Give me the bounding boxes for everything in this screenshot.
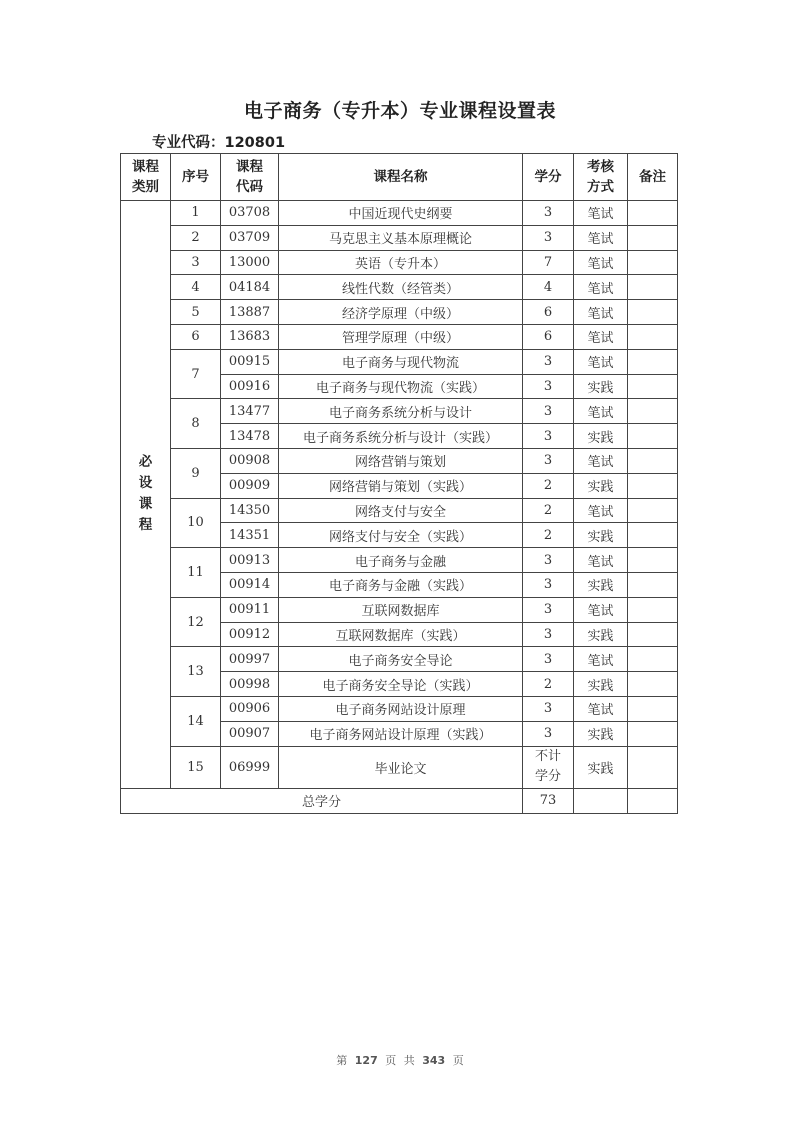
exam-cell: 实践 <box>574 473 628 498</box>
code-cell: 00911 <box>221 597 279 622</box>
exam-cell: 实践 <box>574 672 628 697</box>
note-cell <box>628 572 678 597</box>
table-row <box>121 250 678 275</box>
table-row <box>121 548 678 573</box>
name-cell: 电子商务与现代物流 <box>279 349 523 374</box>
note-cell <box>628 696 678 721</box>
note-cell <box>628 275 678 300</box>
total-note <box>628 788 678 813</box>
exam-cell: 笔试 <box>574 349 628 374</box>
name-cell: 电子商务安全导论 <box>279 647 523 672</box>
name-cell: 电子商务与金融（实践） <box>279 572 523 597</box>
table-row <box>121 399 678 424</box>
credit-cell: 3 <box>523 424 574 449</box>
exam-cell: 实践 <box>574 572 628 597</box>
exam-cell: 笔试 <box>574 448 628 473</box>
note-cell <box>628 548 678 573</box>
table-row <box>121 597 678 622</box>
code-cell: 14351 <box>221 523 279 548</box>
credit-cell: 3 <box>523 448 574 473</box>
note-cell <box>628 498 678 523</box>
credit-cell: 3 <box>523 647 574 672</box>
code-cell: 14350 <box>221 498 279 523</box>
seq-cell: 3 <box>171 250 221 275</box>
table-row <box>121 746 678 788</box>
table-row <box>121 448 678 473</box>
note-cell <box>628 225 678 250</box>
exam-cell: 实践 <box>574 746 628 788</box>
major-code-line <box>152 131 285 152</box>
code-cell: 00997 <box>221 647 279 672</box>
credit-cell: 4 <box>523 275 574 300</box>
table-row <box>121 349 678 374</box>
name-cell: 电子商务系统分析与设计 <box>279 399 523 424</box>
major-code-value: 120801 <box>224 135 286 151</box>
note-cell <box>628 349 678 374</box>
credit-cell: 2 <box>523 473 574 498</box>
name-cell: 网络支付与安全 <box>279 498 523 523</box>
header-exam: 考核 方式 <box>574 154 628 201</box>
code-cell: 00909 <box>221 473 279 498</box>
table-row <box>121 225 678 250</box>
table-row <box>121 498 678 523</box>
exam-cell: 笔试 <box>574 597 628 622</box>
header-row <box>121 154 678 201</box>
header-credit: 学分 <box>523 154 574 201</box>
header-seq: 序号 <box>171 154 221 201</box>
seq-cell: 5 <box>171 300 221 325</box>
code-cell: 13477 <box>221 399 279 424</box>
credit-cell: 6 <box>523 300 574 325</box>
credit-cell: 2 <box>523 498 574 523</box>
exam-cell: 笔试 <box>574 548 628 573</box>
credit-cell: 不计 学分 <box>523 746 574 788</box>
name-cell: 电子商务与现代物流（实践） <box>279 374 523 399</box>
note-cell <box>628 473 678 498</box>
exam-cell: 笔试 <box>574 647 628 672</box>
name-cell: 经济学原理（中级） <box>279 300 523 325</box>
credit-cell: 3 <box>523 349 574 374</box>
note-cell <box>628 672 678 697</box>
total-row <box>121 788 678 813</box>
name-cell: 线性代数（经管类） <box>279 275 523 300</box>
credit-cell: 3 <box>523 201 574 226</box>
note-cell <box>628 597 678 622</box>
note-cell <box>628 324 678 349</box>
seq-cell: 1 <box>171 201 221 226</box>
table-row <box>121 696 678 721</box>
exam-cell: 笔试 <box>574 300 628 325</box>
note-cell <box>628 424 678 449</box>
table-row <box>121 647 678 672</box>
table-row <box>121 275 678 300</box>
seq-cell: 11 <box>171 548 221 598</box>
code-cell: 13478 <box>221 424 279 449</box>
name-cell: 互联网数据库（实践） <box>279 622 523 647</box>
seq-cell: 15 <box>171 746 221 788</box>
header-name: 课程名称 <box>279 154 523 201</box>
page-title: 电子商务（专升本）专业课程设置表 <box>243 100 556 122</box>
name-cell: 网络营销与策划（实践） <box>279 473 523 498</box>
name-cell: 网络营销与策划 <box>279 448 523 473</box>
name-cell: 毕业论文 <box>279 746 523 788</box>
exam-cell: 笔试 <box>574 399 628 424</box>
code-cell: 00914 <box>221 572 279 597</box>
exam-cell: 实践 <box>574 622 628 647</box>
exam-cell: 实践 <box>574 374 628 399</box>
code-cell: 00912 <box>221 622 279 647</box>
code-cell: 00915 <box>221 349 279 374</box>
note-cell <box>628 647 678 672</box>
total-credit: 73 <box>523 788 574 813</box>
exam-cell: 实践 <box>574 721 628 746</box>
credit-cell: 3 <box>523 597 574 622</box>
total-label: 总学分 <box>121 788 523 813</box>
code-cell: 00907 <box>221 721 279 746</box>
code-cell: 04184 <box>221 275 279 300</box>
credit-cell: 3 <box>523 622 574 647</box>
credit-cell: 3 <box>523 399 574 424</box>
seq-cell: 7 <box>171 349 221 399</box>
credit-cell: 2 <box>523 672 574 697</box>
header-note: 备注 <box>628 154 678 201</box>
credit-cell: 6 <box>523 324 574 349</box>
exam-cell: 笔试 <box>574 498 628 523</box>
credit-cell: 3 <box>523 548 574 573</box>
header-code: 课程 代码 <box>221 154 279 201</box>
name-cell: 管理学原理（中级） <box>279 324 523 349</box>
page-footer: 第 127 页 共 343 页 <box>336 1054 464 1067</box>
note-cell <box>628 622 678 647</box>
name-cell: 中国近现代史纲要 <box>279 201 523 226</box>
seq-cell: 14 <box>171 696 221 746</box>
seq-cell: 13 <box>171 647 221 697</box>
seq-cell: 8 <box>171 399 221 449</box>
code-cell: 03709 <box>221 225 279 250</box>
name-cell: 互联网数据库 <box>279 597 523 622</box>
seq-cell: 4 <box>171 275 221 300</box>
seq-cell: 9 <box>171 448 221 498</box>
note-cell <box>628 250 678 275</box>
credit-cell: 7 <box>523 250 574 275</box>
note-cell <box>628 448 678 473</box>
seq-cell: 10 <box>171 498 221 548</box>
seq-cell: 6 <box>171 324 221 349</box>
credit-cell: 3 <box>523 225 574 250</box>
credit-cell: 3 <box>523 374 574 399</box>
code-cell: 13000 <box>221 250 279 275</box>
name-cell: 电子商务网站设计原理（实践） <box>279 721 523 746</box>
exam-cell: 笔试 <box>574 324 628 349</box>
header-category: 课程 类别 <box>121 154 171 201</box>
code-cell: 00998 <box>221 672 279 697</box>
credit-cell: 3 <box>523 696 574 721</box>
course-table <box>120 153 678 814</box>
seq-cell: 2 <box>171 225 221 250</box>
seq-cell: 12 <box>171 597 221 647</box>
credit-cell: 2 <box>523 523 574 548</box>
exam-cell: 笔试 <box>574 250 628 275</box>
total-exam <box>574 788 628 813</box>
name-cell: 网络支付与安全（实践） <box>279 523 523 548</box>
credit-cell: 3 <box>523 721 574 746</box>
exam-cell: 笔试 <box>574 201 628 226</box>
name-cell: 电子商务系统分析与设计（实践） <box>279 424 523 449</box>
note-cell <box>628 201 678 226</box>
note-cell <box>628 374 678 399</box>
current-page: 127 <box>354 1054 378 1067</box>
name-cell: 英语（专升本） <box>279 250 523 275</box>
exam-cell: 笔试 <box>574 225 628 250</box>
code-cell: 00906 <box>221 696 279 721</box>
name-cell: 电子商务与金融 <box>279 548 523 573</box>
code-cell: 00916 <box>221 374 279 399</box>
note-cell <box>628 399 678 424</box>
code-cell: 06999 <box>221 746 279 788</box>
exam-cell: 实践 <box>574 424 628 449</box>
exam-cell: 笔试 <box>574 696 628 721</box>
name-cell: 电子商务安全导论（实践） <box>279 672 523 697</box>
note-cell <box>628 523 678 548</box>
note-cell <box>628 300 678 325</box>
credit-cell: 3 <box>523 572 574 597</box>
code-cell: 03708 <box>221 201 279 226</box>
code-cell: 00908 <box>221 448 279 473</box>
code-cell: 13683 <box>221 324 279 349</box>
exam-cell: 笔试 <box>574 275 628 300</box>
code-cell: 13887 <box>221 300 279 325</box>
table-row <box>121 324 678 349</box>
table-row <box>121 300 678 325</box>
major-code-label: 专业代码： <box>152 135 225 151</box>
name-cell: 马克思主义基本原理概论 <box>279 225 523 250</box>
name-cell: 电子商务网站设计原理 <box>279 696 523 721</box>
table-row <box>121 201 678 226</box>
exam-cell: 实践 <box>574 523 628 548</box>
total-pages: 343 <box>422 1054 446 1067</box>
code-cell: 00913 <box>221 548 279 573</box>
note-cell <box>628 721 678 746</box>
note-cell <box>628 746 678 788</box>
category-cell: 必 设 课 程 <box>121 201 171 789</box>
